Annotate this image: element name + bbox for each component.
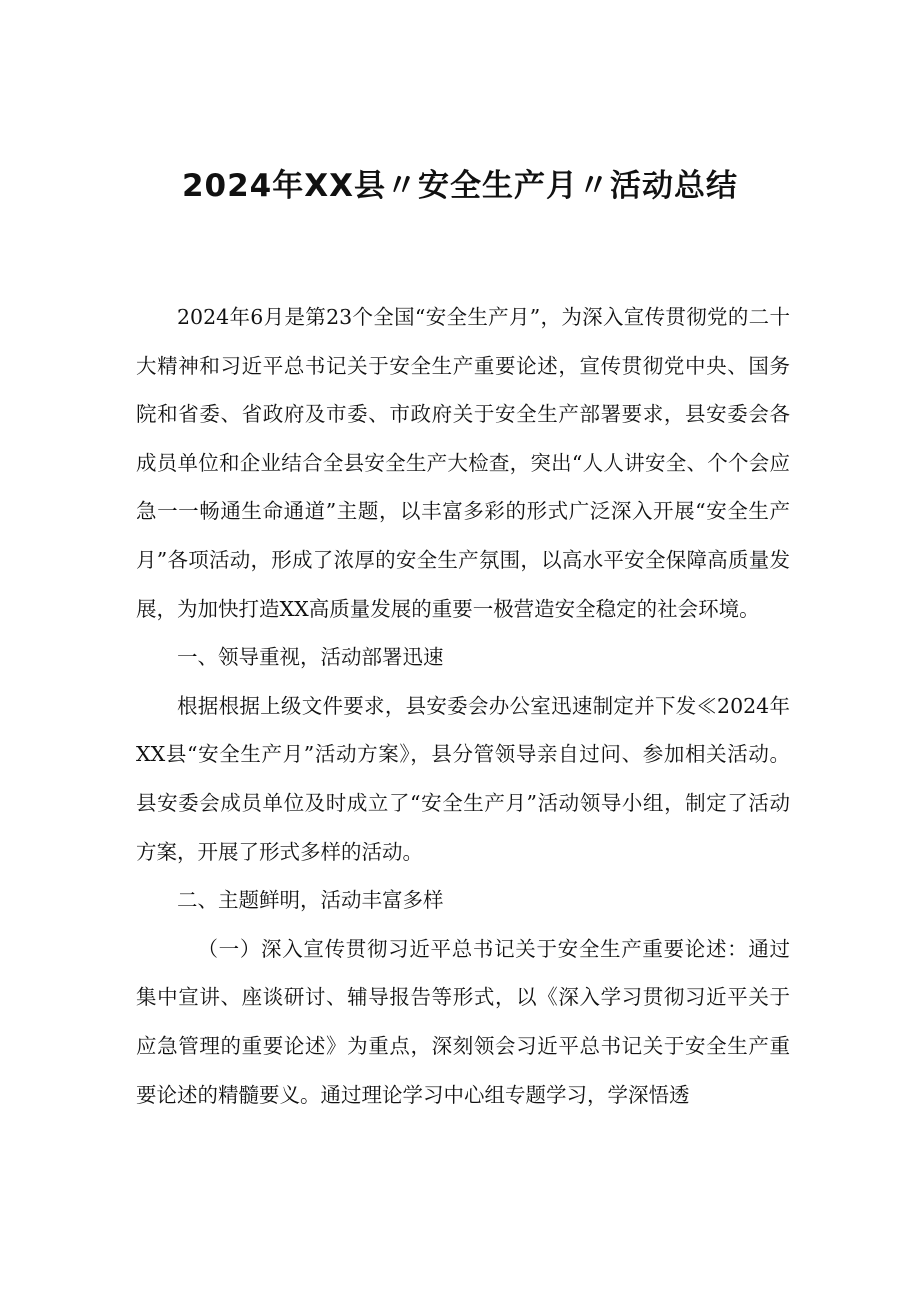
paragraph-subsection-1: （一）深入宣传贯彻习近平总书记关于安全生产重要论述：通过集中宣讲、座谈研讨、辅导报告等形式，以《深入学习贯彻习近平关于应急管理的重要论述》为重点，深刻领会习近平总书记关于安全生产重要论述的精髓要义。通过理论学习中心组专题学习，学深悟透 xyxy=(136,936,790,1107)
paragraph-intro: 2024年6月是第23个全国“安全生产月”，为深入宣传贯彻党的二十大精神和习近平总书记关于安全生产重要论述，宣传贯彻党中央、国务院和省委、省政府及市委、市政府关于安全生产部署要求，县安委会各成员单位和企业结合全县安全生产大检查，突出“人人讲安全、个个会应急一一畅通生命通道”主题，以丰富多彩的形式广泛深入开展“安全生产月”各项活动，形成了浓厚的安全生产氛围，以高水平安全保障高质量发展，为加快打造XX高质量发展的重要一极营造安全稳定的社会环境。 xyxy=(136,305,790,621)
section-heading-2: 二、主题鲜明，活动丰富多样 xyxy=(177,888,444,913)
section-heading-1: 一、领导重视，活动部署迅速 xyxy=(177,645,444,670)
document-body xyxy=(136,293,790,1119)
document-title: 2024年XX县〃安全生产月〃活动总结 xyxy=(181,168,739,204)
paragraph-section-1: 根据根据上级文件要求，县安委会办公室迅速制定并下发≪2024年XX县“安全生产月”活动方案》，县分管领导亲自过问、参加相关活动。县安委会成员单位及时成立了“安全生产月”活动领导小组，制定了活动方案，开展了形式多样的活动。 xyxy=(136,693,790,864)
